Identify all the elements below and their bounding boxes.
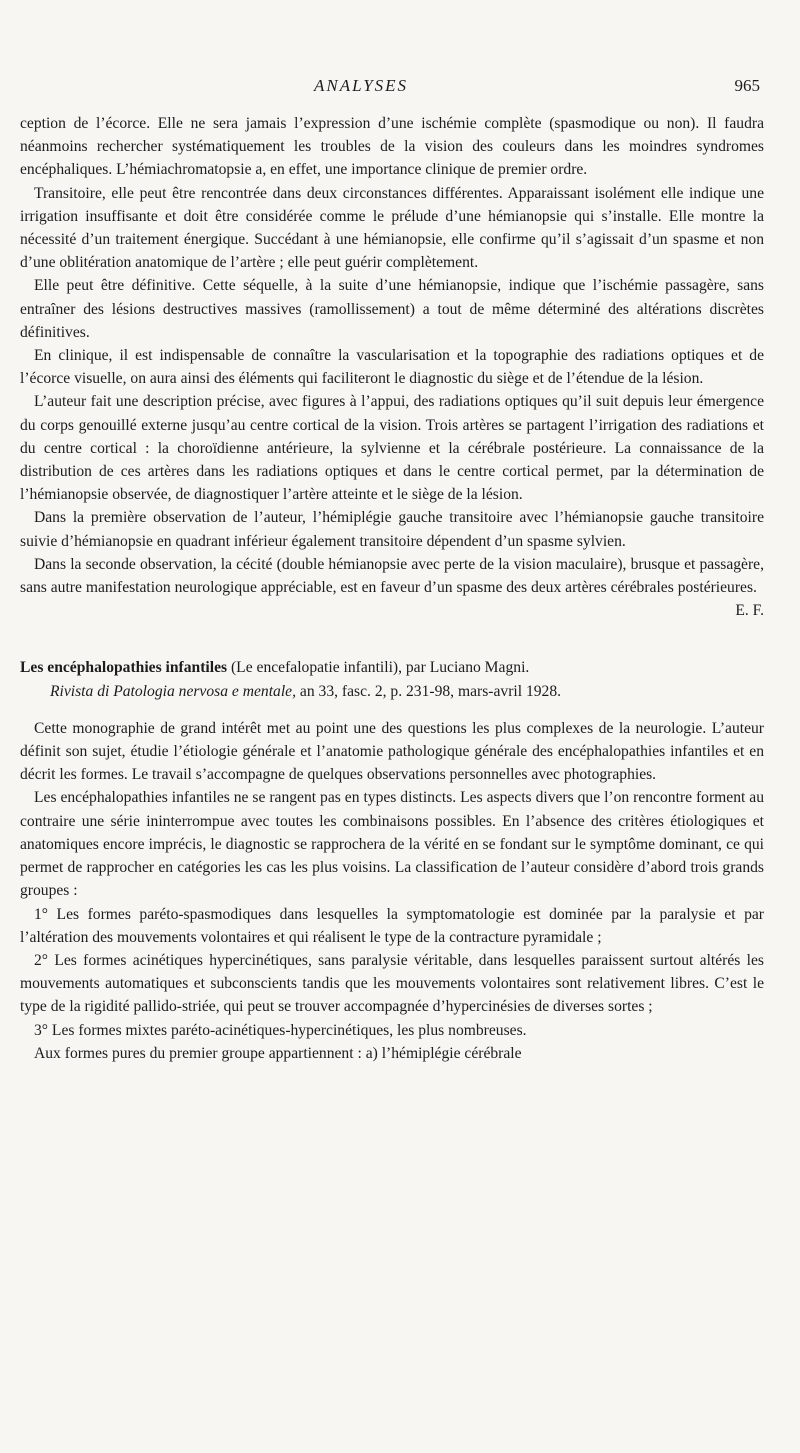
paragraph: Aux formes pures du premier groupe appartiennent : a) l’hémiplégie cérébrale — [34, 1044, 522, 1062]
paragraph-text: Dans la seconde observation, la cécité (double hémianopsie avec perte de la vision maculaire), brusque et passagère, sans autre manifestation neurologique appréciable, est en faveur d’un spasme des deux artères cérébrales postérieures. — [20, 555, 764, 597]
paragraph: Transitoire, elle peut être rencontrée dans deux circonstances différentes. Apparaissant isolément elle indique une irrigation insuffisante et doit être considérée comme le prélude d’une hémianopsie qui s’installe. Elle montre la nécessité d’un traitement énergique. Succédant à une hémianopsie, elle confirme qu’il s’agissait d’un spasme et non d’une oblitération anatomique de l’artère ; elle peut guérir complètement. — [20, 184, 764, 272]
review-title: Les encéphalopathies infantiles — [20, 659, 228, 677]
paragraph-last — [20, 553, 764, 620]
running-title: ANALYSES — [314, 76, 409, 95]
paragraph: L’auteur fait une description précise, avec figures à l’appui, des radiations optiques qu’il suit depuis leur émergence du corps genouillé externe jusqu’au centre cortical de la vision. Trois artères se partagent l’irrigation des radiations et du centre cortical : la choroïdienne antérieure, la sylvienne et la cérébrale postérieure. La connaissance de la distribution de ces artères dans les radiations optiques et dans le centre cortical permet, par la détermination de l’hémianopsie observée, de diagnostiquer l’artère atteinte et le siège de la lésion. — [20, 393, 764, 504]
paragraph: Elle peut être définitive. Cette séquelle, à la suite d’une hémianopsie, indique que l’ischémie passagère, sans entraîner des lésions destructives massives (ramollissement) a tout de même déterminé des altérations discrètes définitives. — [20, 277, 764, 341]
original-title: (Le encefalopatie infantili), par Luciano Magni. — [230, 659, 530, 677]
paragraph: 3° Les formes mixtes paréto-acinétiques-hypercinétiques, les plus nombreuses. — [34, 1021, 527, 1039]
citation-line — [20, 680, 764, 703]
paragraph: ception de l’écorce. Elle ne sera jamais l’expression d’une ischémie complète (spasmodique ou non). Il faudra néanmoins rechercher systématiquement les troubles de la vision des couleurs dans les moindres syndromes encéphaliques. L’hémiachromatopsie a, en effet, une importance clinique de premier ordre. — [20, 115, 764, 179]
page-number: 965 — [734, 76, 760, 95]
paragraph: Les encéphalopathies infantiles ne se rangent pas en types distincts. Les aspects divers que l’on rencontre forment au contraire une série ininterrompue avec toutes les combinaisons possibles. En l’absence des critères étiologiques et anatomiques encore imprécis, le diagnostic se rapprochera de la vérité en se fondant sur le symptôme dominant, ce qui permet de rapprocher en catégories les cas les plus voisins. La classification de l’auteur considère d’abord trois grands groupes : — [20, 789, 764, 900]
page-header — [0, 76, 800, 98]
page-body — [20, 112, 764, 1065]
paragraph: En clinique, il est indispensable de connaître la vascularisation et la topographie des radiations optiques et de l’écorce visuelle, on aura ainsi des éléments qui faciliteront le diagnostic du siège et de l’étendue de la lésion. — [20, 347, 764, 388]
paragraph: Dans la première observation de l’auteur, l’hémiplégie gauche transitoire avec l’hémianopsie gauche transitoire suivie d’hémianopsie en quadrant inférieur également transitoire dépendent d’un spasme sylvien. — [20, 509, 764, 550]
journal-name: Rivista di Patologia nervosa e mentale, — [50, 682, 296, 700]
reviewer-signature: E. F. — [735, 602, 764, 620]
review-heading — [20, 656, 764, 702]
citation-details: an 33, fasc. 2, p. 231-98, mars-avril 1928. — [299, 682, 562, 700]
paragraph: 2° Les formes acinétiques hypercinétiques, sans paralysie véritable, dans lesquelles paraissent surtout altérés les mouvements automatiques et subconscients tandis que les mouvements volontaires sont relativement libres. C’est le type de la rigidité pallido-striée, qui peut se trouver accompagnée d’hypercinésies de diverses sortes ; — [20, 951, 764, 1016]
paragraph: 1° Les formes paréto-spasmodiques dans lesquelles la symptomatologie est dominée par la paralysie et par l’altération des mouvements volontaires et qui réalisent le type de la contracture pyramidale ; — [20, 905, 764, 946]
paragraph: Cette monographie de grand intérêt met au point une des questions les plus complexes de la neurologie. L’auteur définit son sujet, étudie l’étiologie générale et l’anatomie pathologique générale des encéphalopathies infantiles et en décrit les formes. Le travail s’accompagne de quelques observations personnelles avec photographies. — [20, 719, 764, 784]
